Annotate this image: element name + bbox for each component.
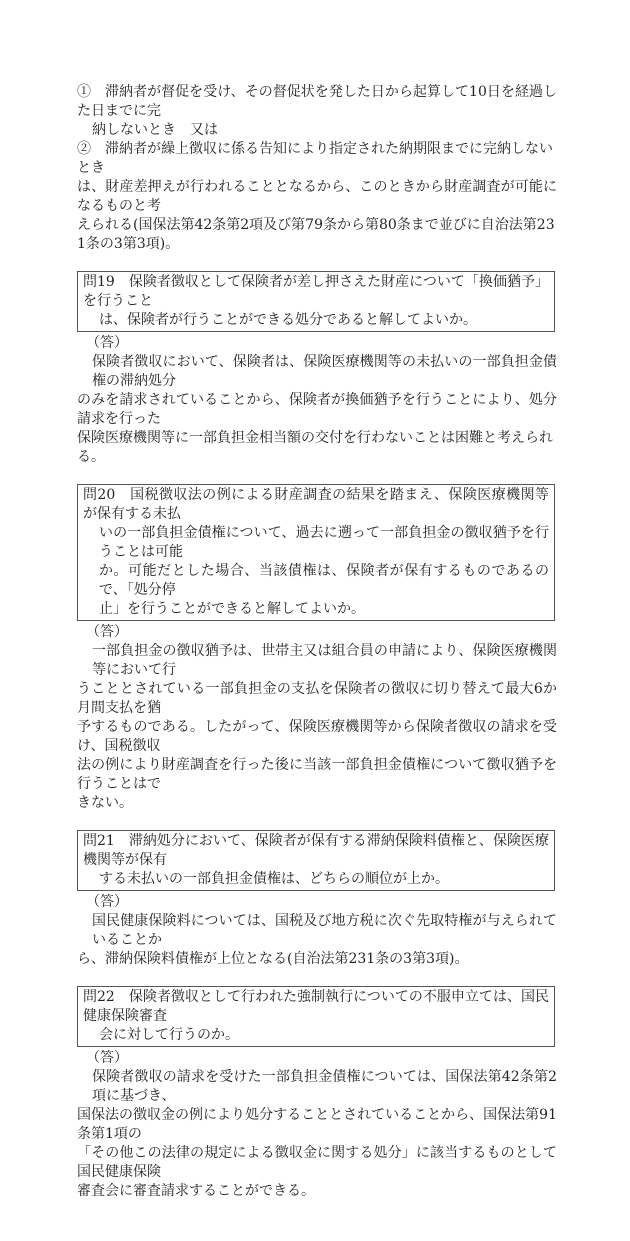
question-box-19: [77, 271, 555, 332]
question-20-line-2: いの一部負担金債権について、過去に遡って一部負担金の徴収猶予を行うことは可能: [99, 525, 549, 560]
answer-20-line-4: 法の例により財産調査を行った後に当該一部負担金債権について徴収猶予を行うことはで: [77, 757, 557, 792]
intro-item-1-line-1: ① 滞納者が督促を受け、その督促状を発した日から起算して10日を経過した日までに完: [77, 84, 557, 119]
answer-22-line-4: 審査会に審査請求することができる。: [77, 1183, 315, 1199]
intro-section: [77, 83, 557, 254]
question-box-20: [77, 484, 555, 621]
question-20-line-4: 止」を行うことができると解してよいか。: [99, 601, 365, 617]
answer-19-line-2: のみを請求されていることから、保険者が換価猶予を行うことにより、処分請求を行った: [77, 392, 557, 427]
answer-label-22: （答）: [86, 1050, 128, 1066]
intro-item-2: ② 滞納者が繰上徴収に係る告知により指定された納期限までに完納しないとき: [77, 141, 553, 176]
question-21-line-1: 問21 滞納処分において、保険者が保有する滞納保険料債権と、保険医療機関等が保有: [83, 833, 549, 868]
answer-label-19: （答）: [86, 335, 128, 351]
question-box-21: [77, 830, 555, 891]
qa-19: [77, 271, 557, 467]
answer-20-line-3: 予するものである。したがって、保険医療機関等から保険者徴収の請求を受け、国税徴収: [77, 719, 557, 754]
answer-21-line-1: 国民健康保険料については、国税及び地方税に次ぐ先取特権が与えられていることか: [92, 913, 557, 948]
question-20-line-1: 問20 国税徴収法の例による財産調査の結果を踏まえ、保険医療機関等が保有する未払: [83, 487, 549, 522]
answer-22-line-3: 「その他この法律の規定による徴収金に関する処分」に該当するものとして国民健康保険: [77, 1145, 557, 1180]
answer-19-line-1: 保険者徴収において、保険者は、保険医療機関等の未払いの一部負担金債権の滞納処分: [92, 354, 557, 389]
answer-21-line-2: ら、滞納保険料債権が上位となる(自治法第231条の3第3項)。: [77, 951, 469, 967]
question-box-22: [77, 986, 555, 1047]
intro-conclusion-line-1: は、財産差押えが行われることとなるから、このときから財産調査が可能になるものと考: [77, 179, 557, 214]
answer-label-20: （答）: [86, 624, 128, 640]
answer-label-21: （答）: [86, 894, 128, 910]
answer-20-line-1: 一部負担金の徴収猶予は、世帯主又は組合員の申請により、保険医療機関等において行: [92, 643, 557, 678]
qa-22: [77, 986, 557, 1201]
intro-conclusion-line-2: えられる(国保法第42条第2項及び第79条から第80条まで並びに自治法第231条の3第3項)。: [77, 217, 555, 252]
question-19-line-2: は、保険者が行うことができる処分であると解してよいか。: [99, 312, 477, 328]
intro-item-1-line-2: 納しないとき 又は: [92, 122, 218, 138]
answer-22-line-2: 国保法の徴収金の例により処分することとされていることから、国保法第91条第1項の: [77, 1107, 557, 1142]
question-20-line-3: か。可能だとした場合、当該債権は、保険者が保有するものであるので、「処分停: [99, 563, 549, 598]
qa-21: [77, 830, 557, 969]
qa-20: [77, 484, 557, 813]
question-22-line-1: 問22 保険者徴収として行われた強制執行についての不服申立ては、国民健康保険審査: [83, 989, 549, 1024]
document-page: [77, 0, 557, 1241]
answer-22-line-1: 保険者徴収の請求を受けた一部負担金債権については、国保法第42条第2項に基づき、: [92, 1069, 557, 1104]
question-22-line-2: 会に対して行うのか。: [99, 1027, 239, 1043]
answer-19-line-3: 保険医療機関等に一部負担金相当額の交付を行わないことは困難と考えられる。: [77, 430, 553, 465]
answer-20-line-2: うこととされている一部負担金の支払を保険者の徴収に切り替えて最大6か月間支払を猶: [77, 681, 557, 716]
answer-20-line-5: きない。: [77, 795, 133, 811]
question-19-line-1: 問19 保険者徴収として保険者が差し押さえた財産について「換価猶予」を行うこと: [83, 274, 549, 309]
question-21-line-2: する未払いの一部負担金債権は、どちらの順位が上か。: [99, 871, 449, 887]
